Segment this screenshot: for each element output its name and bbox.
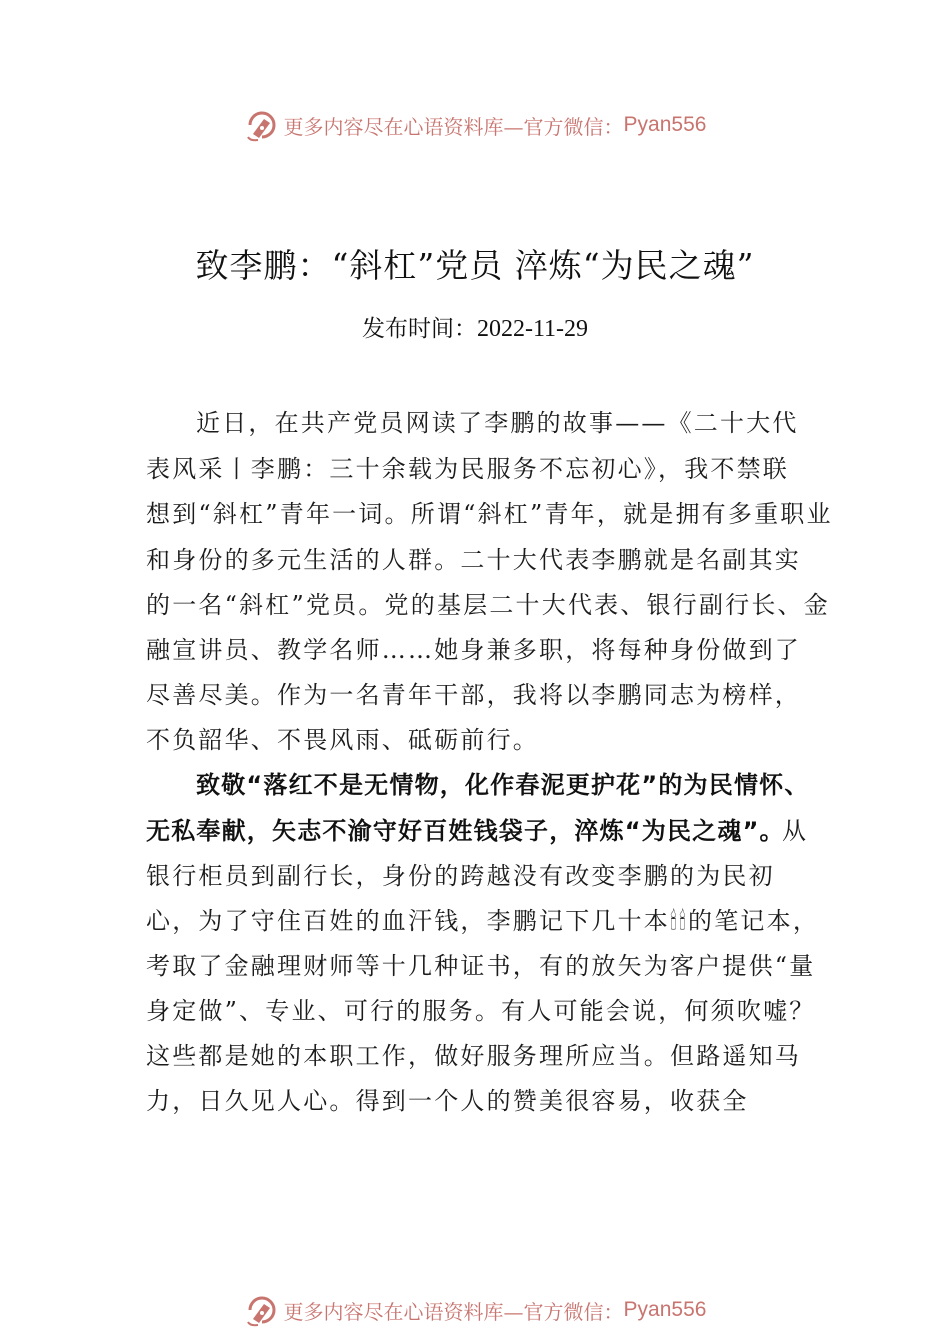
body-line: 表风采丨李鹏：三十余载为民服务不忘初心》，我不禁联	[146, 455, 789, 483]
body-line: 力，日久见人心。得到一个人的赞美很容易，收获全	[146, 1087, 749, 1115]
body-line: 这些都是她的本职工作，做好服务理所应当。但路遥知马	[146, 1042, 801, 1070]
date-label: 发布时间：	[361, 316, 477, 342]
banner-text: 更多内容尽在心语资料库—官方微信：	[283, 114, 624, 139]
body-line: 考取了金融理财师等十几种证书，有的放矢为客户提供“量	[146, 952, 816, 980]
pen-nib-logo-icon	[244, 1292, 280, 1328]
body-line-bold: 无私奉献，矢志不渝守好百姓钱袋子，淬炼“为民之魂”。	[146, 817, 785, 845]
header-banner	[0, 105, 950, 145]
body-line: 身定做”、专业、可行的服务。有人可能会说，何须吹嘘？	[146, 997, 816, 1025]
body-line: 近日，在共产党员网读了李鹏的故事——《二十大代	[196, 409, 799, 437]
body-line: 想到“斜杠”青年一词。所谓“斜杠”青年，就是拥有多重职业	[146, 500, 833, 528]
banner-text: 更多内容尽在心语资料库—官方微信：	[283, 1299, 624, 1324]
body-line: 的一名“斜杠”党员。党的基层二十大代表、银行副行长、金	[146, 591, 830, 619]
body-line: 不负韶华、不畏风雨、砥砺前行。	[146, 726, 539, 754]
pen-nib-logo-icon	[244, 107, 280, 143]
date-value: 2022-11-29	[476, 316, 589, 342]
wechat-handle: Pyan556	[623, 1298, 707, 1321]
body-line: 尽善尽美。作为一名青年干部，我将以李鹏同志为榜样，	[146, 681, 801, 709]
body-line: 银行柜员到副行长，身份的跨越没有改变李鹏的为民初	[146, 862, 775, 890]
publish-date	[0, 310, 950, 343]
footer-banner	[0, 1290, 950, 1330]
body-line: 融宣讲员、教学名师……她身兼多职，将每种身份做到了	[146, 636, 801, 664]
body-line: 心，为了守住百姓的血汗钱，李鹏记下几十本🕯🕯的笔记本，	[146, 907, 820, 935]
body-line-bold: 致敬“落红不是无情物，化作春泥更护花”的为民情怀、	[196, 771, 810, 799]
article-title: 致李鹏：“斜杠”党员 淬炼“为民之魂”	[195, 246, 755, 285]
body-line: 从	[782, 817, 809, 845]
wechat-handle: Pyan556	[623, 113, 707, 136]
body-line: 和身份的多元生活的人群。二十大代表李鹏就是名副其实	[146, 546, 801, 574]
